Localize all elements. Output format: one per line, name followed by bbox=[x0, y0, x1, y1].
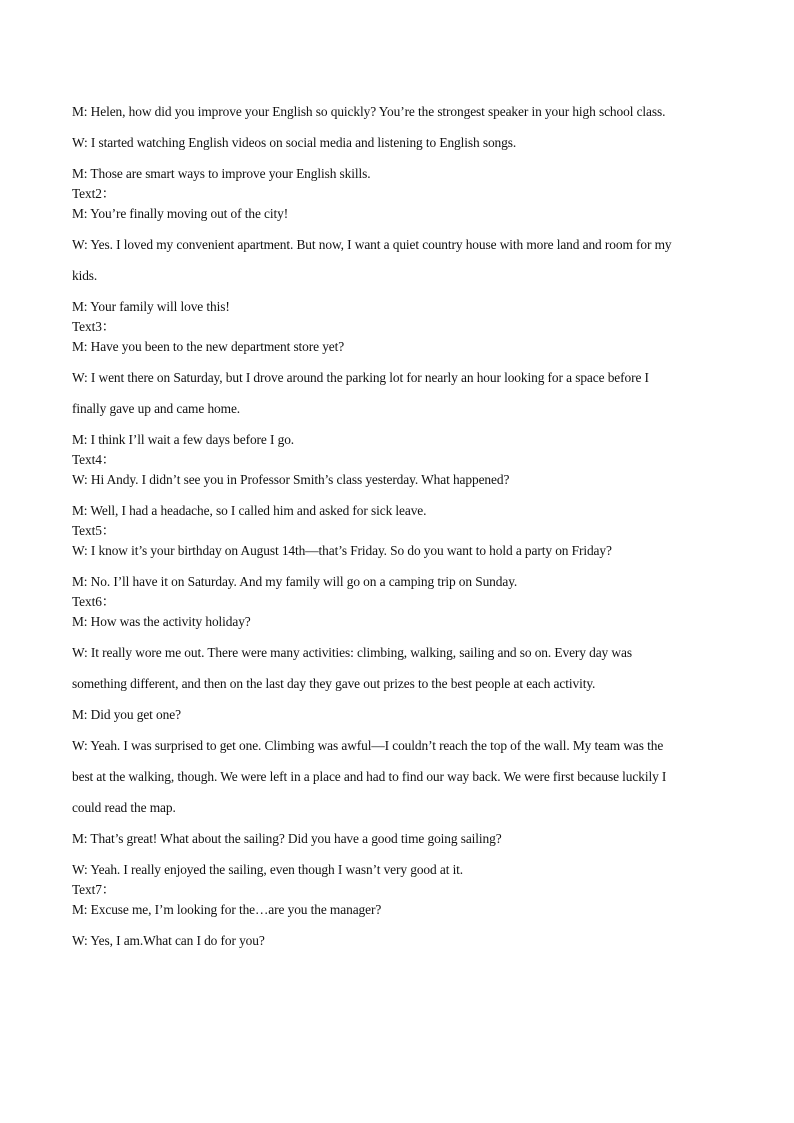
dialogue-line: W: Yeah. I really enjoyed the sailing, even though I wasn’t very good at it. bbox=[72, 862, 464, 877]
dialogue-line: could read the map. bbox=[72, 800, 176, 815]
dialogue-line: M: Helen, how did you improve your English so quickly? You’re the strongest speaker in your high school class. bbox=[72, 104, 666, 119]
section-heading: Text7： bbox=[72, 882, 116, 897]
dialogue-line: M: You’re finally moving out of the city! bbox=[72, 206, 289, 221]
dialogue-line: M: Have you been to the new department store yet? bbox=[72, 339, 345, 354]
dialogue-line: M: Those are smart ways to improve your English skills. bbox=[72, 166, 371, 181]
dialogue-line: W: Yeah. I was surprised to get one. Climbing was awful—I couldn’t reach the top of the wall. My team was the bbox=[72, 738, 664, 753]
dialogue-line: M: I think I’ll wait a few days before I go. bbox=[72, 432, 295, 447]
dialogue-line: finally gave up and came home. bbox=[72, 401, 241, 416]
section-heading: Text5： bbox=[72, 523, 116, 538]
dialogue-line: M: Your family will love this! bbox=[72, 299, 230, 314]
dialogue-line: W: It really wore me out. There were many activities: climbing, walking, sailing and so on. Every day was bbox=[72, 645, 632, 660]
dialogue-line: W: I started watching English videos on social media and listening to English songs. bbox=[72, 135, 517, 150]
dialogue-line: W: Hi Andy. I didn’t see you in Professor Smith’s class yesterday. What happened? bbox=[72, 472, 510, 487]
section-heading: Text3： bbox=[72, 319, 116, 334]
dialogue-line: best at the walking, though. We were left in a place and had to find our way back. We were first because luckily I bbox=[72, 769, 667, 784]
dialogue-line: M: Did you get one? bbox=[72, 707, 181, 722]
dialogue-line: kids. bbox=[72, 268, 98, 283]
dialogue-line: M: Excuse me, I’m looking for the…are you the manager? bbox=[72, 902, 382, 917]
document-page bbox=[72, 102, 722, 951]
section-heading: Text6： bbox=[72, 594, 116, 609]
dialogue-line: M: That’s great! What about the sailing? Did you have a good time going sailing? bbox=[72, 831, 502, 846]
dialogue-line: W: I went there on Saturday, but I drove around the parking lot for nearly an hour looking for a space before I bbox=[72, 370, 649, 385]
dialogue-line: something different, and then on the last day they gave out prizes to the best people at each activity. bbox=[72, 676, 596, 691]
section-heading: Text4： bbox=[72, 452, 116, 467]
dialogue-line: M: No. I’ll have it on Saturday. And my family will go on a camping trip on Sunday. bbox=[72, 574, 518, 589]
dialogue-line: W: Yes, I am.What can I do for you? bbox=[72, 933, 265, 948]
dialogue-line: M: How was the activity holiday? bbox=[72, 614, 251, 629]
dialogue-line: W: Yes. I loved my convenient apartment. But now, I want a quiet country house with more land and room for my bbox=[72, 237, 672, 252]
section-heading: Text2： bbox=[72, 186, 116, 201]
dialogue-line: M: Well, I had a headache, so I called him and asked for sick leave. bbox=[72, 503, 427, 518]
dialogue-line: W: I know it’s your birthday on August 14th—that’s Friday. So do you want to hold a party on Friday? bbox=[72, 543, 612, 558]
